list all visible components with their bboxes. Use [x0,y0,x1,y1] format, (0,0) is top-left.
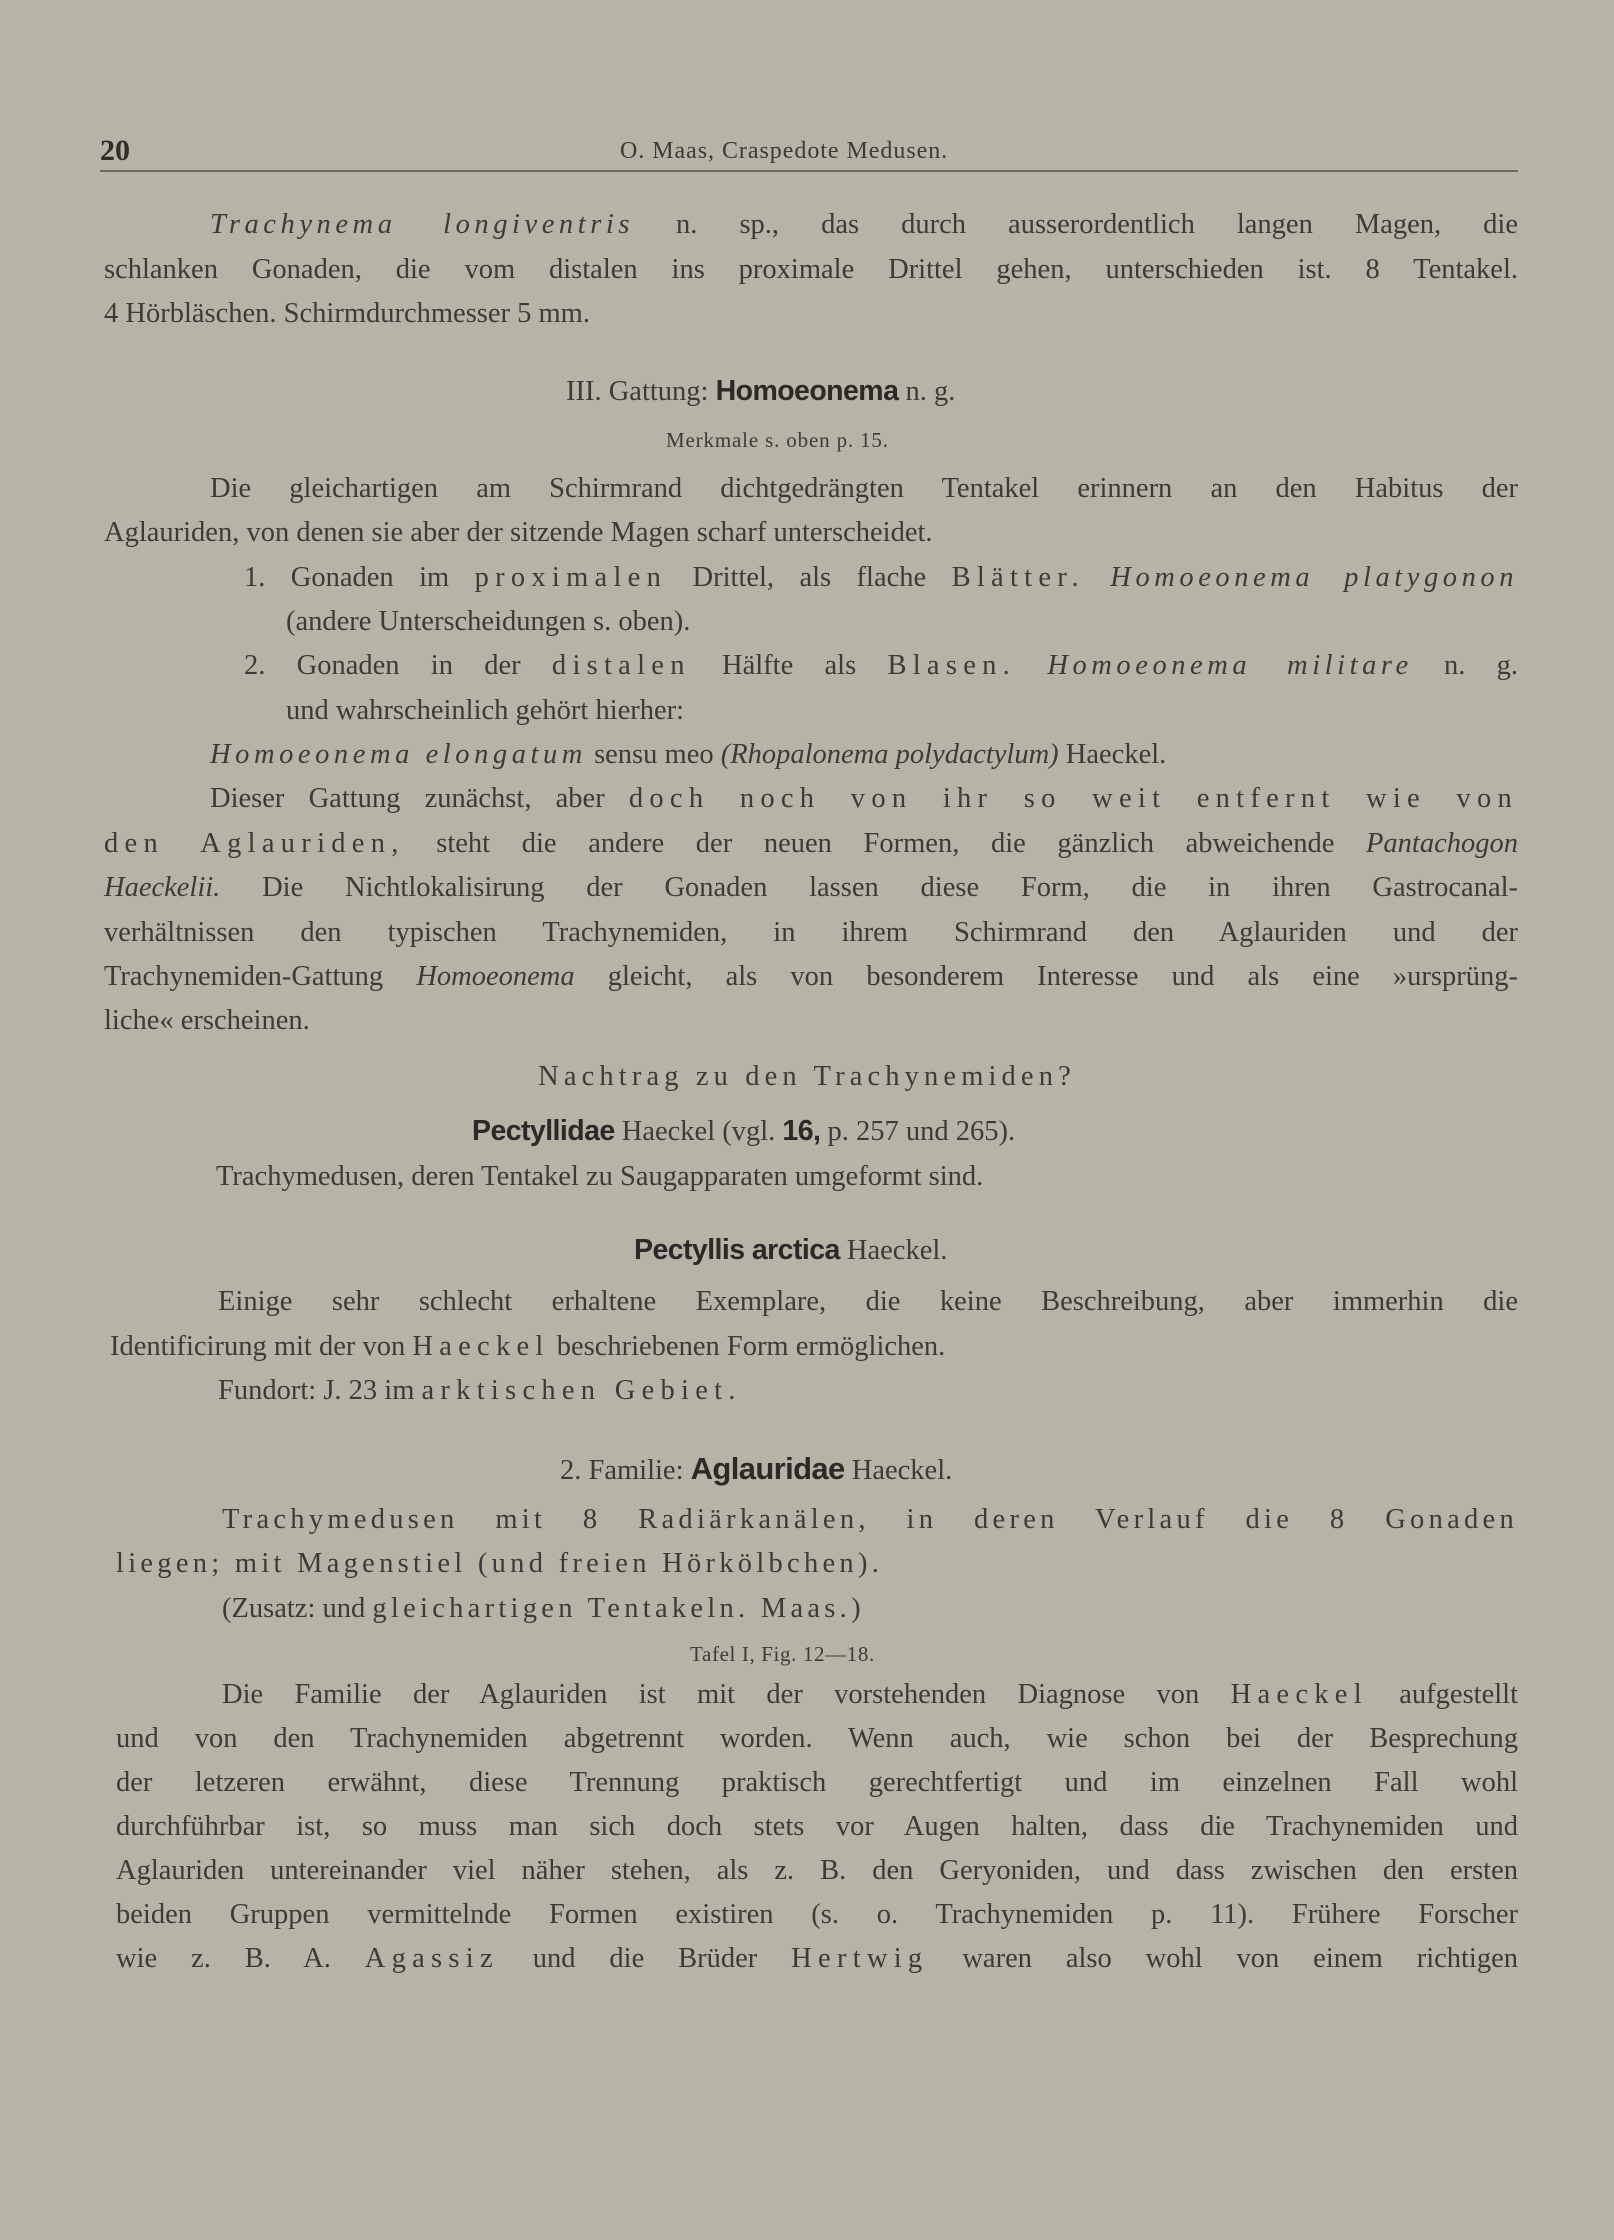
text: 2. Familie: [560,1455,684,1486]
text: Haeckel. [846,1235,948,1266]
author-name: Agassiz [364,1943,499,1974]
text: Hälfte als [722,650,857,681]
genus-item-1 [244,556,1518,600]
family-name: Pectyllidae [472,1115,615,1147]
text: beschriebenen Form ermöglichen. [556,1331,946,1362]
family2-heading [560,1447,952,1493]
text: sensu meo [594,739,714,770]
text: Fundort: [218,1375,317,1406]
text: n. g. [905,376,956,407]
species-name: Homoeonema platygonon [1110,562,1519,593]
text: wie z. B. A. [116,1943,331,1974]
text: steht die andere der neuen Formen, die gänzlich abweichende [436,828,1335,859]
text: Dieser Gattung zunächst, aber [210,783,605,814]
genus-heading [566,369,955,414]
text: doch noch von ihr so weit entfernt wie von [628,783,1518,814]
text: Die Familie der Aglauriden ist mit der vorstehenden Diagnose von [222,1679,1200,1710]
text: J. 23 im [323,1375,415,1406]
genus-note: Merkmale s. oben p. 15. [666,428,889,452]
plate-reference: Tafel I, Fig. 12—18. [690,1642,875,1666]
pectyllis-line-2 [110,1325,945,1369]
family2-line-7 [116,1937,1518,1981]
species-name: Haeckelii. [104,872,221,903]
synonym-name: (Rhopalonema polydactylum) [720,739,1059,770]
family2-line-6: beiden Gruppen vermittelnde Formen existiren (s. o. Trachynemiden p. 11). Frühere Forscher [116,1899,1518,1930]
text: und die Brüder [532,1943,758,1974]
p2-line-3 [104,866,1518,910]
p1-line-1 [210,203,1518,247]
text: Haeckel (vgl. [621,1116,776,1147]
family2-line-2: und von den Trachynemiden abgetrennt worden. Wenn auch, wie schon bei der Besprechung [116,1723,1518,1754]
nachtrag-title: Nachtrag zu den Trachynemiden? [538,1061,1076,1092]
page-number: 20 [100,134,130,167]
text: 1. Gonaden im [244,562,450,593]
family-name: Aglauridae [690,1451,845,1486]
p2-line-2 [104,822,1518,866]
family2-line-4: durchführbar ist, so muss man sich doch stets vor Augen halten, dass die Trachynemiden und [116,1811,1518,1842]
genus-item-2-line-2: und wahrscheinlich gehört hierher: [286,695,685,726]
text: n. sp., das durch ausserordentlich langen Magen, die [676,209,1518,240]
p1-line-2: schlanken Gonaden, die vom distalen ins proximale Drittel gehen, unterschieden ist. 8 Tentakel. [104,254,1518,285]
text: Die Nichtlokalisirung der Gonaden lassen diese Form, die in ihren Gastrocanal- [262,872,1518,903]
p2-line-5 [104,955,1518,999]
family2-diagnosis-1: Trachymedusen mit 8 Radiärkanälen, in deren Verlauf die 8 Gonaden [222,1504,1518,1535]
species-heading [634,1228,947,1273]
author-name: Haeckel [1230,1679,1368,1710]
genus-item-1-line-2: (andere Unterscheidungen s. oben). [286,606,691,637]
text: Drittel, als flache [692,562,927,593]
nachtrag-desc: Trachymedusen, deren Tentakel zu Saugapparaten umgeformt sind. [216,1161,984,1192]
family-heading [472,1109,1015,1154]
species-name: Homoeonema elongatum [210,739,587,770]
text: aufgestellt [1399,1679,1518,1710]
text: p. 257 und 265). [827,1116,1016,1147]
family2-line-1 [222,1673,1518,1717]
genus-line-2: Aglauriden, von denen sie aber der sitzende Magen scharf unterscheidet. [104,517,933,548]
text: waren also wohl von einem richtigen [962,1943,1519,1974]
text: gleicht, als von besonderem Interesse und als eine »ursprüng- [607,961,1518,992]
genus-line-1: Die gleichartigen am Schirmrand dichtgedrängten Tentakel erinnern an den Habitus der [210,473,1518,504]
species-name: Trachynema longiventris [210,209,634,240]
text: Haeckel. [851,1455,953,1486]
p2-line-4: verhältnissen den typischen Trachynemiden, in ihrem Schirmrand den Aglauriden und der [104,917,1518,948]
genus-name: Homoeonema [416,961,575,992]
pectyllis-line-1: Einige sehr schlecht erhaltene Exemplare, die keine Beschreibung, aber immerhin die [218,1286,1518,1317]
text: gleichartigen Tentakeln. Maas.) [372,1593,865,1624]
genus-name: Homoeonema [715,375,899,407]
text: Trachynemiden-Gattung [104,961,384,992]
family2-diagnosis-3 [222,1587,865,1631]
p2-line-6: liche« erscheinen. [104,1005,310,1036]
text: Identificirung mit der von [110,1331,406,1362]
text: n. g. [1444,650,1519,681]
text: den Aglauriden, [104,828,405,859]
text: 2. Gonaden in der [244,650,521,681]
text: Blätter. [951,562,1085,593]
family2-line-3: der letzeren erwähnt, diese Trennung praktisch gerechtfertigt und im einzelnen Fall wohl [116,1767,1518,1798]
pectyllis-line-3 [218,1369,742,1413]
text: arktischen Gebiet. [421,1375,742,1406]
header-rule [100,170,1518,172]
p1-line-3: 4 Hörbläschen. Schirmdurchmesser 5 mm. [104,298,590,329]
reference-number: 16, [782,1115,821,1147]
p2-line-1 [210,777,1518,821]
text: III. Gattung: [566,376,709,407]
species-name: Homoeonema militare [1047,650,1413,681]
author-name: Hertwig [791,1943,929,1974]
species-name: Pantachogon [1366,828,1518,859]
family2-line-5: Aglauriden untereinander viel näher stehen, als z. B. den Geryoniden, und dass zwischen den ersten [116,1855,1518,1886]
text: Blasen. [887,650,1017,681]
family2-diagnosis-2: liegen; mit Magenstiel (und freien Hörkölbchen). [116,1548,884,1579]
species-name: Pectyllis arctica [634,1234,840,1266]
text: Haeckel. [1065,739,1167,770]
text: distalen [551,650,691,681]
author-name: Haeckel [412,1331,550,1362]
genus-item-2 [244,644,1518,688]
running-title: O. Maas, Craspedote Medusen. [620,138,949,164]
text: (Zusatz: und [222,1593,366,1624]
synonym-line [210,733,1166,777]
text: proximalen [474,562,668,593]
